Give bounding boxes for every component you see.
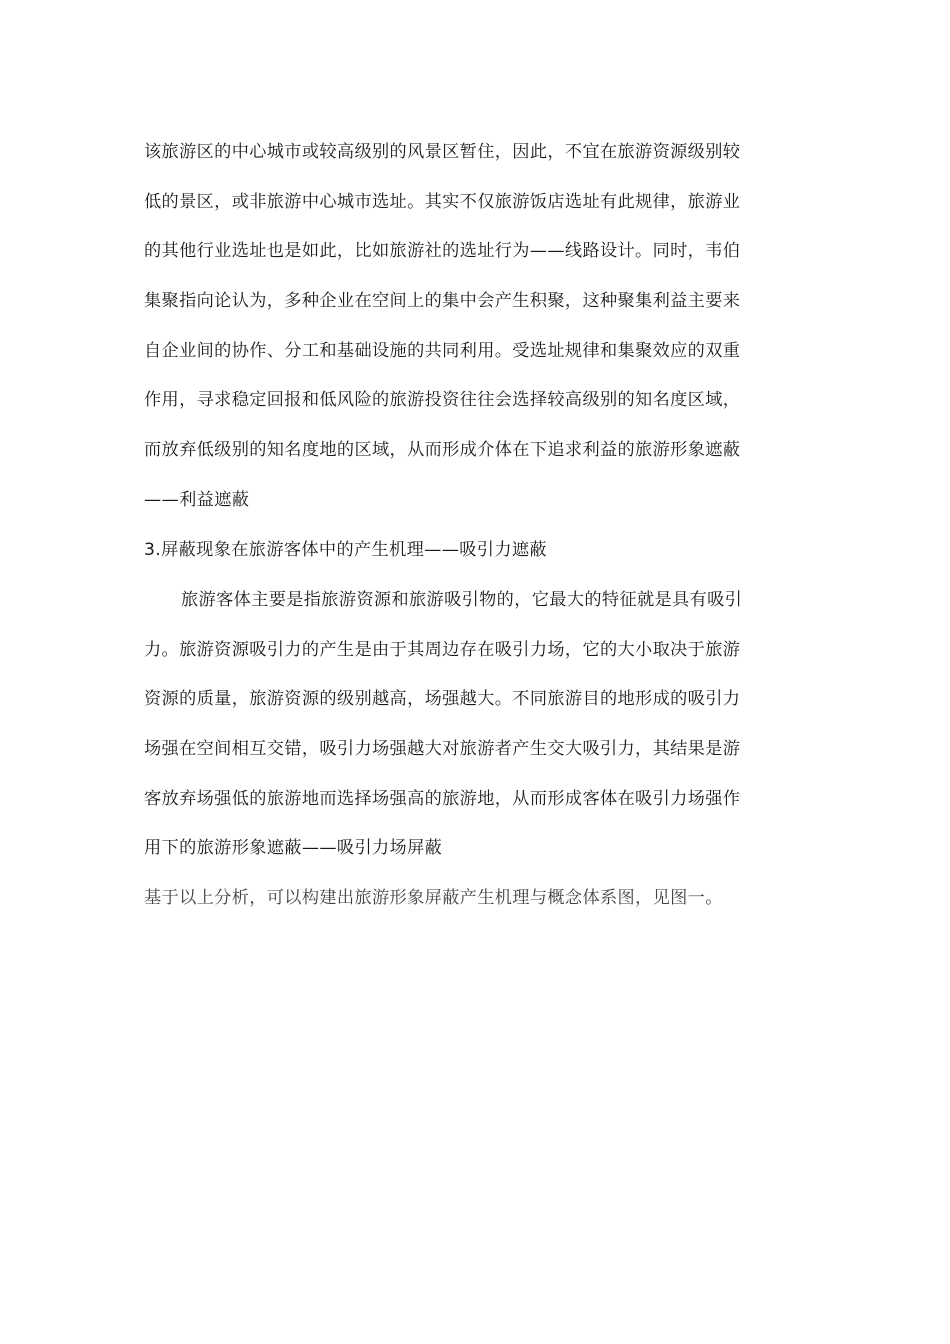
text-line: 旅游客体主要是指旅游资源和旅游吸引物的，它最大的特征就是具有吸引	[181, 590, 743, 610]
text-line: 用下的旅游形象遮蔽——吸引力场屏蔽	[144, 838, 443, 858]
text-line: 该旅游区的中心城市或较高级别的风景区暂住，因此，不宜在旅游资源级别较	[144, 142, 741, 162]
conclusion-text: 基于以上分析，可以构建出旅游形象屏蔽产生机理与概念体系图，见图一。	[144, 888, 723, 908]
text-line: 而放弃低级别的知名度地的区域，从而形成介体在下追求利益的旅游形象遮蔽	[144, 440, 741, 460]
text-line: 低的景区，或非旅游中心城市选址。其实不仅旅游饭店选址有此规律，旅游业	[144, 192, 741, 212]
text-line: 集聚指向论认为，多种企业在空间上的集中会产生积聚，这种聚集利益主要来	[144, 291, 741, 311]
text-line: 作用，寻求稳定回报和低风险的旅游投资往往会选择较高级别的知名度区域，	[144, 390, 741, 410]
text-line: ——利益遮蔽	[144, 490, 250, 510]
text-line: 资源的质量，旅游资源的级别越高，场强越大。不同旅游目的地形成的吸引力	[144, 689, 741, 709]
section-heading: 3.屏蔽现象在旅游客体中的产生机理——吸引力遮蔽	[144, 540, 547, 560]
text-line: 的其他行业选址也是如此，比如旅游社的选址行为——线路设计。同时，韦伯	[144, 241, 741, 261]
text-line: 自企业间的协作、分工和基础设施的共同利用。受选址规律和集聚效应的双重	[144, 341, 741, 361]
text-line: 客放弃场强低的旅游地而选择场强高的旅游地，从而形成客体在吸引力场强作	[144, 789, 741, 809]
text-line: 力。旅游资源吸引力的产生是由于其周边存在吸引力场，它的大小取决于旅游	[144, 640, 741, 660]
text-line: 场强在空间相互交错，吸引力场强越大对旅游者产生交大吸引力，其结果是游	[144, 739, 741, 759]
